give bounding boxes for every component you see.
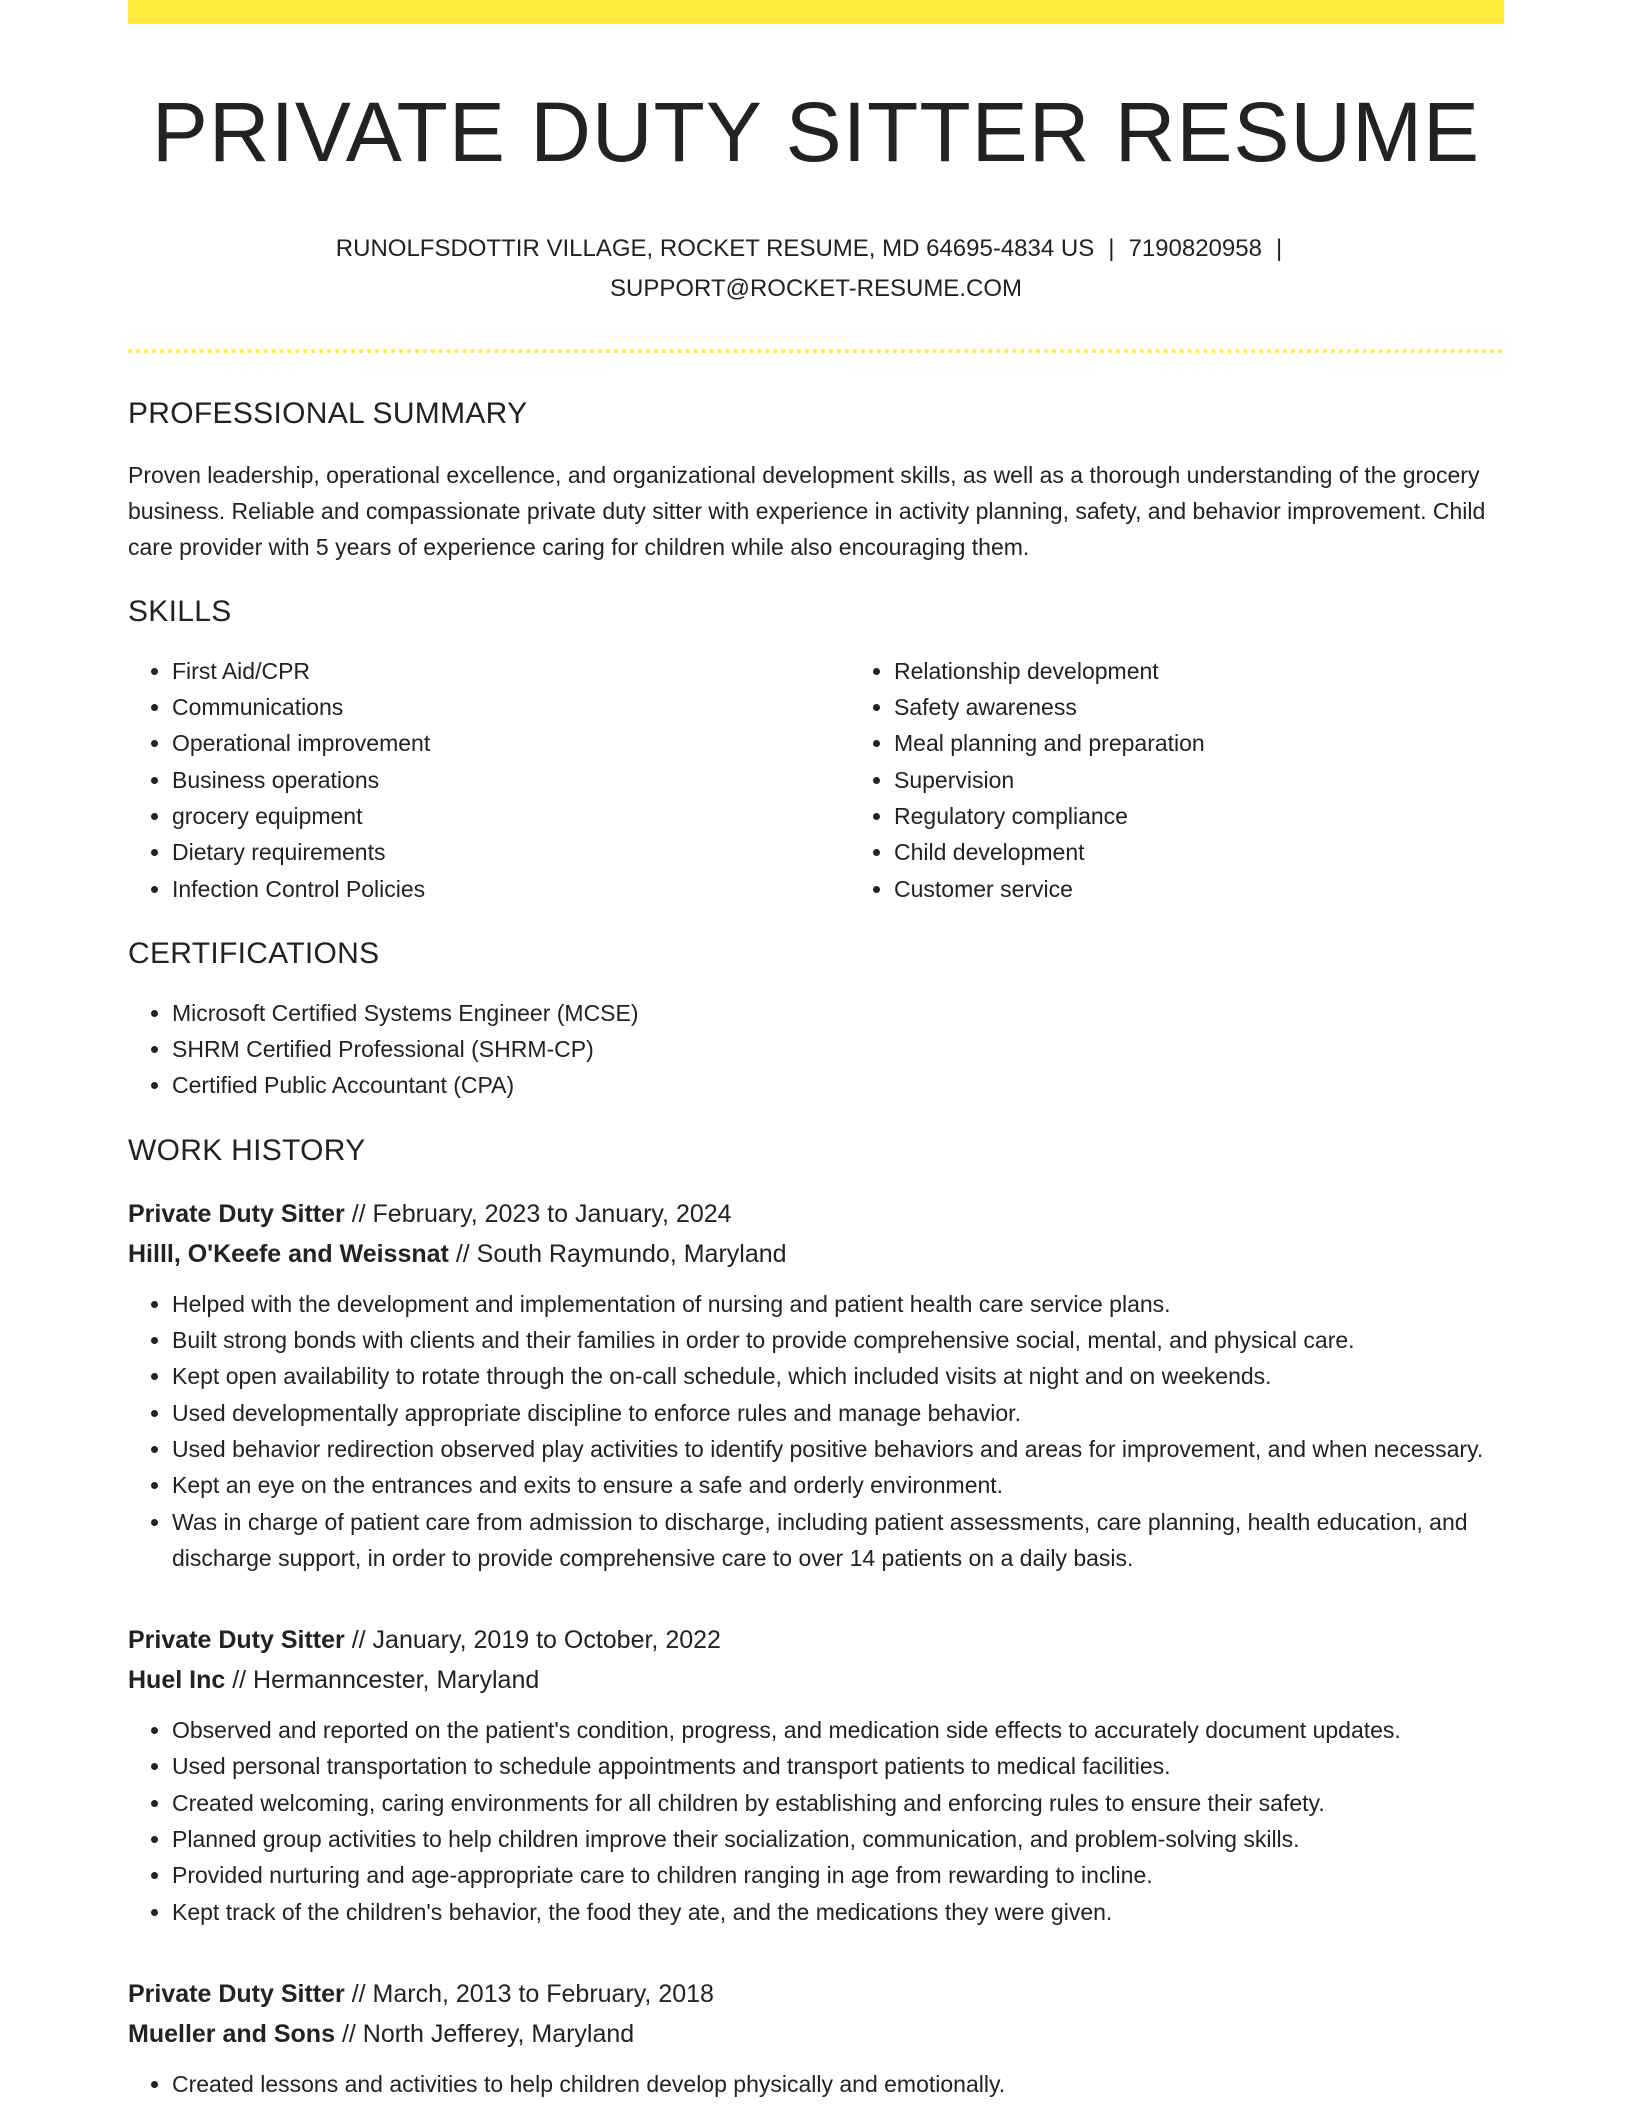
list-item: • Communications [172, 689, 850, 725]
list-item: • Infection Control Policies [172, 871, 850, 907]
job-company-line [128, 2014, 1504, 2054]
work-history-jobs [128, 1194, 1504, 2102]
job-entry [128, 1620, 1504, 1930]
job-location: // South Raymundo, Maryland [455, 1239, 787, 1268]
list-item: • Child development [894, 834, 1572, 870]
list-item: • Used personal transportation to schedule appointments and transport patients to medical facilities. [172, 1748, 1504, 1784]
job-role: Private Duty Sitter [128, 1199, 345, 1228]
job-dates: // February, 2023 to January, 2024 [351, 1199, 732, 1228]
list-item: • Dietary requirements [172, 834, 850, 870]
dotted-divider [128, 349, 1504, 353]
list-item: • grocery equipment [172, 798, 850, 834]
list-item: • Certified Public Accountant (CPA) [172, 1067, 1504, 1103]
certifications-list [128, 995, 1504, 1104]
job-title-line [128, 1194, 1504, 1234]
list-item: • Helped with the development and implementation of nursing and patient health care service plans. [172, 1286, 1504, 1322]
job-role: Private Duty Sitter [128, 1979, 345, 2008]
contact-phone: 7190820958 [1128, 234, 1262, 262]
job-entry [128, 1194, 1504, 1576]
job-dates: // January, 2019 to October, 2022 [351, 1626, 721, 1655]
resume-page [128, 0, 1504, 2102]
job-location: // Hermanncester, Maryland [232, 1666, 540, 1695]
list-item: • Meal planning and preparation [894, 725, 1572, 761]
job-company-line [128, 1234, 1504, 1274]
job-company: Mueller and Sons [128, 2019, 335, 2048]
contact-separator: | [1275, 234, 1283, 262]
job-company-line [128, 1660, 1504, 1700]
top-accent-bar [128, 0, 1504, 24]
list-item: • Business operations [172, 762, 850, 798]
job-location: // North Jefferey, Maryland [341, 2019, 635, 2048]
list-item: • Built strong bonds with clients and their families in order to provide comprehensive social, mental, and physical care. [172, 1322, 1504, 1358]
list-item: • Customer service [894, 871, 1572, 907]
list-item: • Observed and reported on the patient's condition, progress, and medication side effects to accurately document updates. [172, 1712, 1504, 1748]
skills-heading: SKILLS [128, 594, 232, 628]
skills-left-list [128, 653, 850, 907]
list-item: • Kept track of the children's behavior, the food they ate, and the medications they were given. [172, 1894, 1504, 1930]
list-item: • First Aid/CPR [172, 653, 850, 689]
work-history-heading: WORK HISTORY [128, 1133, 366, 1167]
list-item: • Relationship development [894, 653, 1572, 689]
resume-title: PRIVATE DUTY SITTER RESUME [151, 85, 1481, 179]
list-item: • Used developmentally appropriate discipline to enforce rules and manage behavior. [172, 1395, 1504, 1431]
list-item: • Regulatory compliance [894, 798, 1572, 834]
list-item: • SHRM Certified Professional (SHRM-CP) [172, 1031, 1504, 1067]
list-item: • Used behavior redirection observed play activities to identify positive behaviors and areas for improvement, and when necessary. [172, 1431, 1504, 1467]
list-item: • Operational improvement [172, 725, 850, 761]
skills-right-list [850, 653, 1572, 907]
contact-email[interactable]: SUPPORT@ROCKET-RESUME.COM [610, 274, 1022, 302]
summary-heading: PROFESSIONAL SUMMARY [128, 396, 528, 430]
list-item: • Provided nurturing and age-appropriate care to children ranging in age from rewarding to incline. [172, 1857, 1504, 1893]
list-item: • Was in charge of patient care from admission to discharge, including patient assessments, care planning, health education, and discharge support, in order to provide comprehensive care to over 14 patients on a daily basis. [172, 1504, 1504, 1577]
summary-text: Proven leadership, operational excellence, and organizational development skills, as well as a thorough understanding of the grocery business. Reliable and compassionate private duty sitter with experience in activity planning, safety, and behavior improvement. Child care provider with 5 years of experience caring for children while also encouraging them. [128, 461, 1486, 560]
job-entry [128, 1974, 1504, 2102]
list-item: • Planned group activities to help children improve their socialization, communication, and problem-solving skills. [172, 1821, 1504, 1857]
job-title-line [128, 1620, 1504, 1660]
contact-separator: | [1108, 234, 1115, 262]
contact-info [128, 229, 1504, 309]
list-item: • Microsoft Certified Systems Engineer (MCSE) [172, 995, 1504, 1031]
job-company: Hilll, O'Keefe and Weissnat [128, 1239, 449, 1268]
contact-address: RUNOLFSDOTTIR VILLAGE, ROCKET RESUME, MD 64695-4834 US [335, 234, 1095, 262]
list-item: • Created welcoming, caring environments for all children by establishing and enforcing rules to ensure their safety. [172, 1785, 1504, 1821]
job-title-line [128, 1974, 1504, 2014]
skills-grid [128, 629, 1504, 907]
job-bullets [128, 2066, 1504, 2102]
list-item: • Created lessons and activities to help children develop physically and emotionally. [172, 2066, 1504, 2102]
job-dates: // March, 2013 to February, 2018 [351, 1979, 714, 2008]
job-bullets [128, 1712, 1504, 1930]
job-role: Private Duty Sitter [128, 1626, 345, 1655]
certifications-heading: CERTIFICATIONS [128, 936, 380, 970]
list-item: • Kept open availability to rotate through the on-call schedule, which included visits at night and on weekends. [172, 1358, 1504, 1394]
job-bullets [128, 1286, 1504, 1576]
list-item: • Safety awareness [894, 689, 1572, 725]
job-company: Huel Inc [128, 1666, 226, 1695]
list-item: • Supervision [894, 762, 1572, 798]
list-item: • Kept an eye on the entrances and exits to ensure a safe and orderly environment. [172, 1467, 1504, 1503]
